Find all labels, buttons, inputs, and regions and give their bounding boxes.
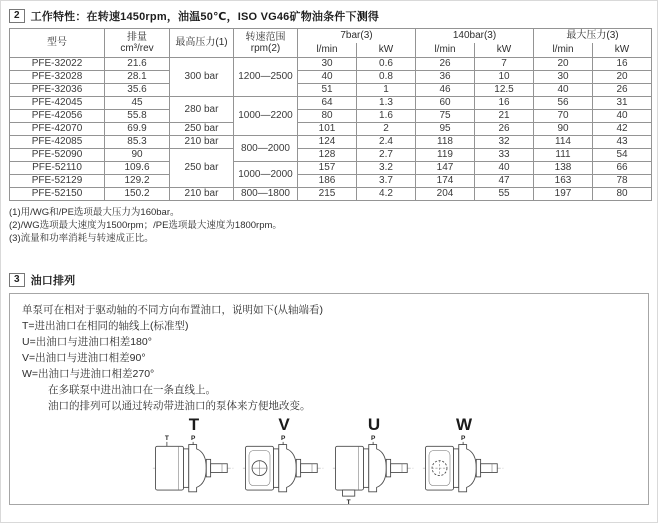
col-header-speed-range: 转速范围 rpm(2) — [234, 29, 298, 58]
footnote-1: (1)用/WG和/PE选项最大压力为160bar。 — [9, 207, 180, 218]
diagram-letter: U — [367, 415, 381, 434]
pump-drawing-V — [242, 434, 326, 504]
table-row: PFE-32028 28.1 40 0.8 36 10 30 20 — [10, 71, 652, 84]
table-row: PFE-52129 129.2 186 3.7 174 47 163 78 — [10, 175, 652, 188]
table-row: PFE-42070 69.9 250 bar 101 2 95 26 90 42 — [10, 123, 652, 136]
port-text-u: U=出油口与进油口相差180° — [22, 336, 152, 348]
cell-model: PFE-42085 — [10, 136, 105, 149]
section3-header — [9, 272, 649, 288]
col-header-displacement: 排量 cm³/rev — [105, 29, 170, 58]
section2-header — [9, 8, 649, 24]
cell-speed-merged: 1000—2000 — [234, 162, 298, 188]
pump-drawing-U — [332, 434, 416, 504]
diagram-letter: T — [188, 415, 200, 434]
table-row: PFE-32022 21.6 300 bar 1200—2500 30 0.6 26 7 20 16 — [10, 58, 652, 71]
port-label-p: P — [460, 435, 466, 443]
port-arrangement-box — [9, 293, 649, 505]
cell-pressure-merged: 300 bar — [170, 58, 234, 97]
unit-lmin: l/min — [534, 43, 593, 58]
table-row: PFE-52090 90 250 bar 128 2.7 119 33 111 54 — [10, 149, 652, 162]
table-row: PFE-52150 150.2 210 bar 800—1800 215 4.2 204 55 197 80 — [10, 188, 652, 201]
group-header-7bar: 7bar(3) — [298, 29, 416, 44]
cell-model: PFE-42056 — [10, 110, 105, 123]
diagram-letter: V — [278, 415, 290, 434]
table-row: PFE-52110 109.6 1000—2000 157 3.2 147 40 138 66 — [10, 162, 652, 175]
port-label-p: P — [280, 435, 286, 443]
group-header-maxpressure: 最大压力(3) — [534, 29, 652, 44]
unit-kw: kW — [593, 43, 652, 58]
diagram-letter: W — [455, 415, 473, 434]
col-header-max-pressure: 最高压力(1) — [170, 29, 234, 58]
footnote-3: (3)流量和功率消耗与转速成正比。 — [9, 233, 154, 244]
cell-model: PFE-52090 — [10, 149, 105, 162]
port-label-t: T — [164, 435, 169, 443]
port-text-multi: 在多联泵中进出油口在一条直线上。 — [48, 384, 216, 396]
pump-drawing-W — [422, 434, 506, 504]
port-text-v: V=出油口与进油口相差90° — [22, 352, 146, 364]
table-row: PFE-32036 35.6 51 1 46 12.5 40 26 — [10, 84, 652, 97]
port-label-t: T — [346, 499, 351, 504]
cell-pressure: 250 bar — [170, 123, 234, 136]
section2-number: 2 — [9, 9, 25, 23]
cell-pressure: 210 bar — [170, 188, 234, 201]
unit-lmin: l/min — [298, 43, 357, 58]
port-text-t: T=进出油口在相同的轴线上(标准型) — [22, 320, 189, 332]
cell-pressure-merged: 250 bar — [170, 149, 234, 188]
pump-drawing-T — [152, 434, 236, 504]
cell-speed-merged: 1000—2200 — [234, 97, 298, 136]
diagram-W — [420, 416, 508, 504]
cell-model: PFE-32028 — [10, 71, 105, 84]
port-label-p: P — [370, 435, 376, 443]
diagram-V — [240, 416, 328, 504]
diagram-T — [150, 416, 238, 504]
footnote-2: (2)/WG选项最大速度为1500rpm；/PE选项最大速度为1800rpm。 — [9, 220, 282, 231]
cell-model: PFE-52110 — [10, 162, 105, 175]
footnotes — [9, 206, 649, 245]
diagram-U — [330, 416, 418, 504]
section3-number: 3 — [9, 273, 25, 287]
cell-speed-merged: 800—2000 — [234, 136, 298, 162]
table-row: PFE-42056 55.8 80 1.6 75 21 70 40 — [10, 110, 652, 123]
cell-speed-merged: 1200—2500 — [234, 58, 298, 97]
cell-pressure: 210 bar — [170, 136, 234, 149]
port-text-intro: 单泵可在相对于驱动轴的不同方向布置油口，说明如下(从轴端看) — [22, 304, 323, 316]
cell-model: PFE-52129 — [10, 175, 105, 188]
port-text-w: W=出油口与进油口相差270° — [22, 368, 155, 380]
section3-title: 油口排列 — [30, 275, 76, 287]
cell-model: PFE-42070 — [10, 123, 105, 136]
table-row: PFE-42085 85.3 210 bar 800—2000 124 2.4 118 32 114 43 — [10, 136, 652, 149]
cell-model: PFE-32022 — [10, 58, 105, 71]
port-label-p: P — [190, 435, 196, 443]
cell-model: PFE-52150 — [10, 188, 105, 201]
port-text-rotate: 油口的排列可以通过转动带进油口的泵体来方便地改变。 — [48, 400, 311, 412]
group-header-140bar: 140bar(3) — [416, 29, 534, 44]
section2-title: 工作特性：在转速1450rpm，油温50℃，ISO VG46矿物油条件下测得 — [30, 11, 380, 23]
header-row-groups — [10, 29, 652, 44]
cell-pressure-merged: 280 bar — [170, 97, 234, 123]
cell-model: PFE-32036 — [10, 84, 105, 97]
unit-kw: kW — [357, 43, 416, 58]
performance-table — [9, 28, 652, 201]
unit-kw: kW — [475, 43, 534, 58]
datasheet-page — [1, 1, 657, 505]
port-diagrams — [22, 416, 636, 504]
col-header-model: 型号 — [10, 29, 105, 58]
table-row: PFE-42045 45 280 bar 1000—2200 64 1.3 60 16 56 31 — [10, 97, 652, 110]
cell-speed: 800—1800 — [234, 188, 298, 201]
unit-lmin: l/min — [416, 43, 475, 58]
cell-model: PFE-42045 — [10, 97, 105, 110]
